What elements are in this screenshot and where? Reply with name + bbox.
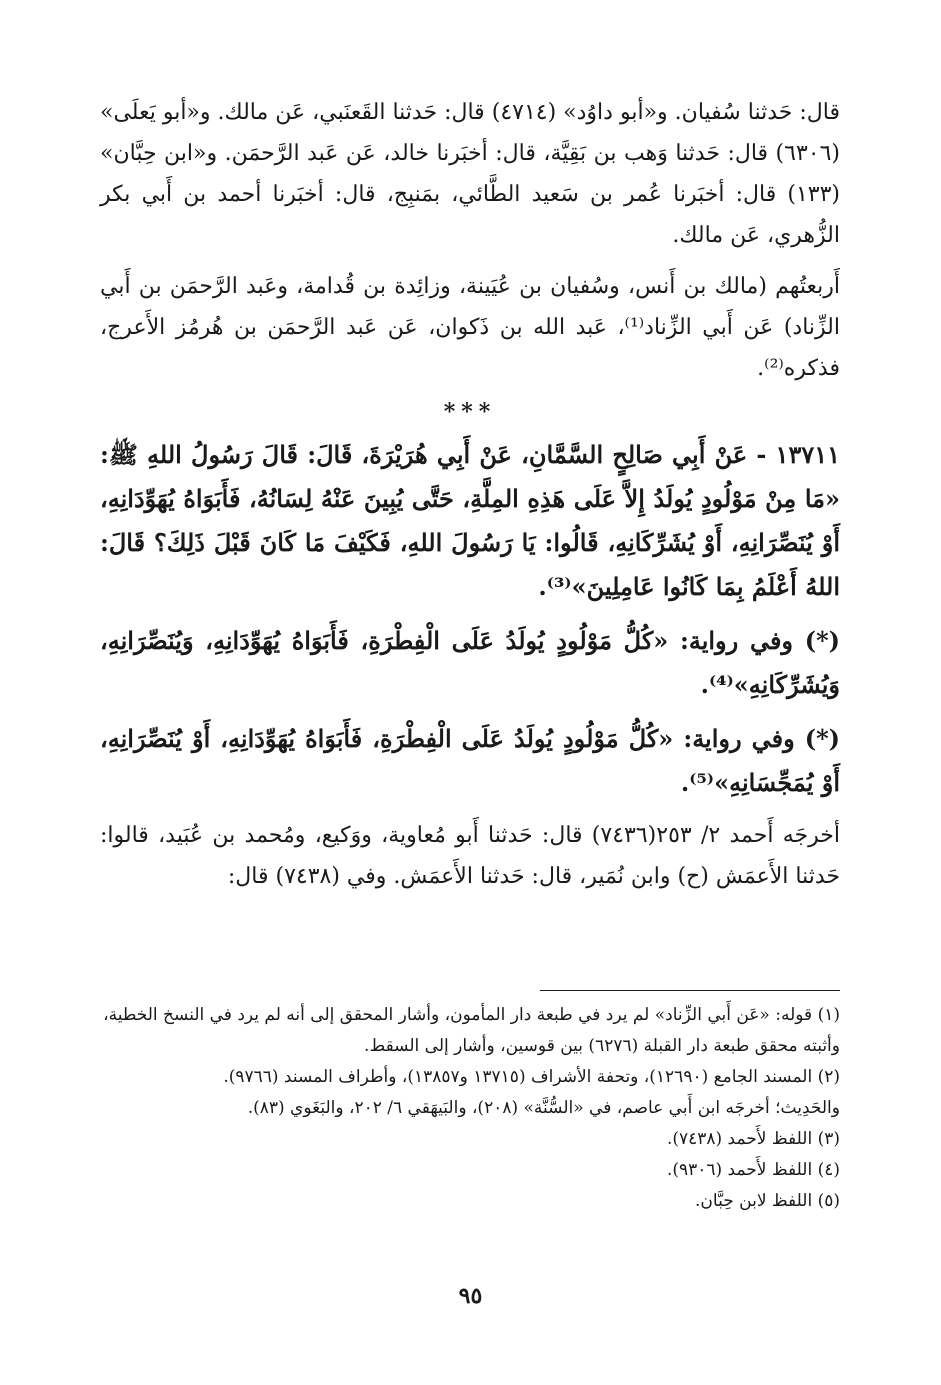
footnote-separator xyxy=(540,990,840,991)
footnote-4: (٤) اللفظ لأَحمد (٩٣٠٦). xyxy=(666,1160,840,1180)
hadith-text: ١٣٧١١ - عَنْ أَبِي صَالِحٍ السَّمَّانِ، عَنْ أَبِي هُرَيْرَةَ، قَالَ: قَالَ رَسُولُ اللهِ ﷺ: «مَا مِنْ مَوْلُودٍ يُولَدُ إِلاَّ عَلَى هَذِهِ المِلَّةِ، حَتَّى يُبِينَ عَنْهُ لِسَانُهُ، فَأَبَوَاهُ يُهَوِّدَانِهِ، أَوْ يُنَصِّرَانِهِ، أَوْ يُشَرِّكَانِهِ، قَالُوا: يَا رَسُولَ اللهِ، فَكَيْفَ مَا كَانَ قَبْلَ ذَلِكَ؟ قَالَ: اللهُ أَعْلَمُ بِمَا كَانُوا عَامِلِينَ»⁽³⁾. xyxy=(100,440,840,601)
footnote-2-continued: والحَدِيث؛ أخرجَه ابن أَبي عاصم، في «السُّنَّة» (٢٠٨)، والبَيهَقي ٦/ ٢٠٢، والبَغَوي (٨٣). xyxy=(247,1098,840,1118)
footnote-2: (٢) المسند الجامع (١٢٦٩٠)، وتحفة الأشراف (١٣٧١٥ و١٣٨٥٧)، وأطراف المسند (٩٧٦٦). xyxy=(223,1067,840,1087)
paragraph-narrators-summary: أَربعتُهم (مالك بن أَنس، وسُفيان بن عُيَينة، وزائِدة بن قُدامة، وعَبد الرَّحمَن بن أَبي الزِّناد) عَن أَبي الزِّناد⁽¹⁾، عَبد الله بن ذَكوان، عَن عَبد الرَّحمَن بن هُرمُز الأَعرج، فذكره⁽²⁾. xyxy=(100,274,840,381)
footnotes xyxy=(100,1000,840,1217)
footnote-3: (٣) اللفظ لأَحمد (٧٤٣٨). xyxy=(666,1129,840,1149)
variant-narration-2: (*) وفي رواية: «كُلُّ مَوْلُودٍ يُولَدُ عَلَى الْفِطْرَةِ، فَأَبَوَاهُ يُهَوِّدَانِهِ، أَوْ يُنَصِّرَانِهِ، أَوْ يُمَجِّسَانِهِ»⁽⁵⁾. xyxy=(100,724,840,797)
page-body xyxy=(100,92,840,907)
section-divider: *** xyxy=(443,399,497,425)
paragraph-isnad-chain: قال: حَدثنا سُفيان. و«أبو داوُد» (٤٧١٤) قال: حَدثنا القَعنَبي، عَن مالك. و«أبو يَعلَى» (٦٣٠٦) قال: حَدثنا وَهب بن بَقِيَّة، قال: أخبَرنا خالد، عَن عَبد الرَّحمَن. و«ابن حِبَّان» (١٣٣) قال: أخبَرنا عُمر بن سَعيد الطَّائي، بمَنبِج، قال: أخبَرنا أحمد بن أَبي بكر الزُّهري، عَن مالك. xyxy=(100,100,841,248)
paragraph-takhrij: أخرجَه أَحمد ٢/ ٢٥٣(٧٤٣٦) قال: حَدثنا أَبو مُعاوية، ووَكيع، ومُحمد بن عُبَيد، قالوا: حَدثنا الأَعمَش (ح) وابن نُمَير، قال: حَدثنا الأَعمَش. وفي (٧٤٣٨) قال: xyxy=(100,823,841,889)
footnote-1: (١) قوله: «عَن أَبي الزِّناد» لم يرد في طبعة دار المأمون، وأشار المحقق إلى أنه لم يرد في النسخ الخطية، وأثبته محقق طبعة دار القبلة (٦٢٧٦) بين قوسين، وأشار إلى السقط. xyxy=(103,1005,840,1056)
page-number: ٩٥ xyxy=(458,1283,483,1309)
variant-narration-1: (*) وفي رواية: «كُلُّ مَوْلُودٍ يُولَدُ عَلَى الْفِطْرَةِ، فَأَبَوَاهُ يُهَوِّدَانِهِ، وَيُنَصِّرَانِهِ، وَيُشَرِّكَانِهِ»⁽⁴⁾. xyxy=(100,626,840,699)
footnote-5: (٥) اللفظ لابن حِبَّان. xyxy=(695,1191,840,1211)
